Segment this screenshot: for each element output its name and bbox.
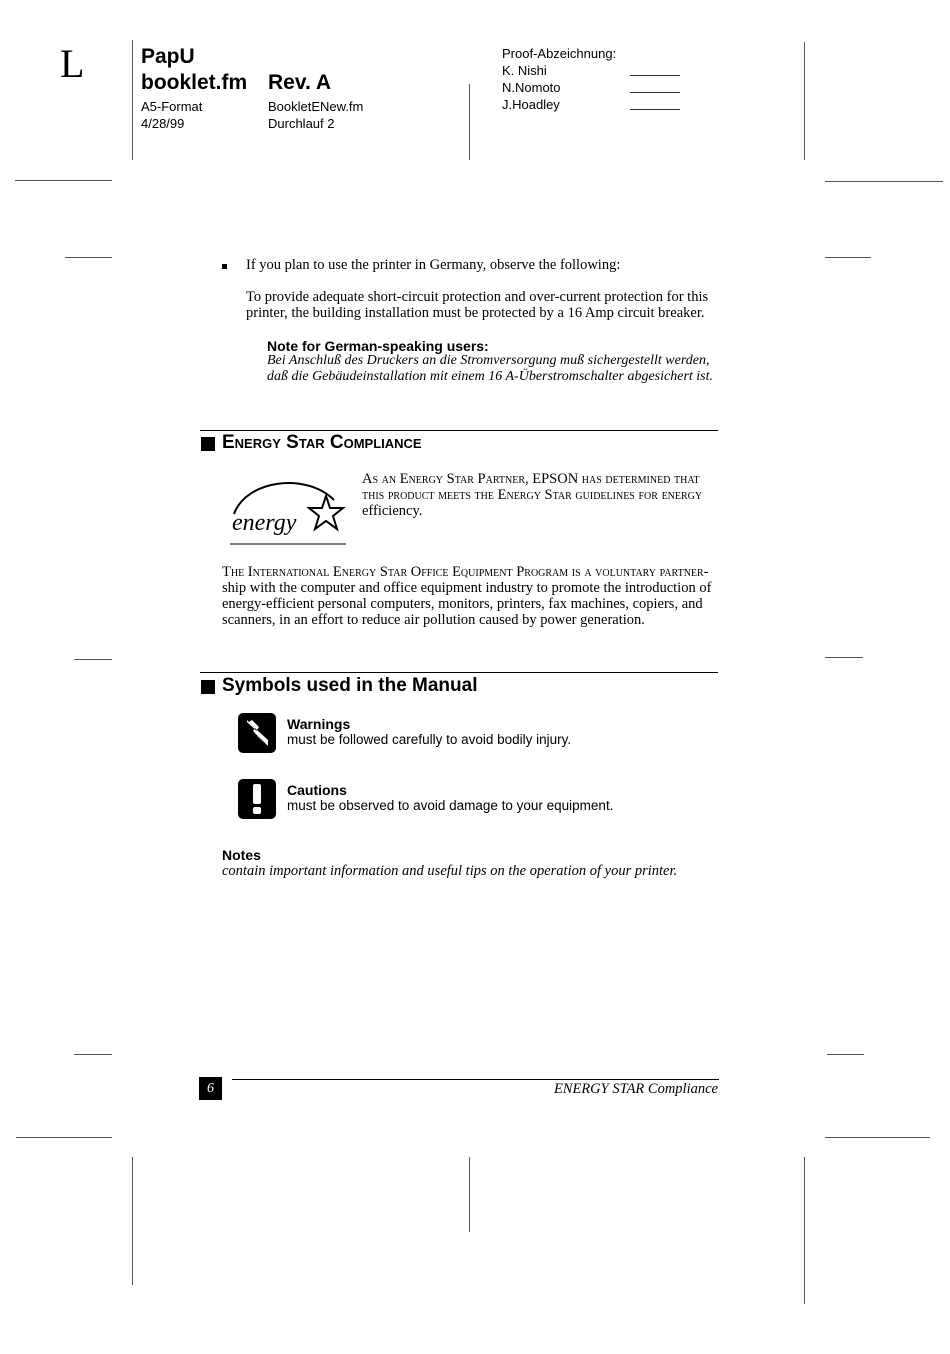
- crop-mark: [825, 657, 863, 658]
- crop-mark: [65, 257, 112, 258]
- header-revision: Rev. A: [268, 71, 332, 94]
- cautions-title: Cautions: [287, 782, 347, 798]
- crop-mark: [469, 84, 470, 160]
- proof-signature-line: [630, 92, 680, 93]
- german-note-line2: daß die Gebäudeinstallation mit einem 16 A-Überstromschalter abgesichert ist.: [267, 369, 714, 384]
- germany-paragraph-line1: To provide adequate short-circuit protection and over-current protection for this: [246, 289, 709, 305]
- crop-mark: [825, 257, 871, 258]
- footer-rule: [232, 1079, 719, 1080]
- section-marker-icon: [201, 437, 215, 451]
- cautions-desc: must be observed to avoid damage to your equipment.: [287, 798, 614, 813]
- crop-mark: [469, 1157, 470, 1232]
- crop-mark: [827, 1054, 864, 1055]
- section-divider: [200, 672, 718, 673]
- header-title-line2: booklet.fm: [141, 71, 248, 94]
- energy-program-line3: energy-efficient personal computers, monitors, printers, fax machines, copiers, and: [222, 596, 703, 612]
- footer-running-title: ENERGY STAR Compliance: [553, 1081, 718, 1097]
- proof-label: Proof-Abzeichnung:: [502, 46, 617, 61]
- header-file: BookletENew.fm: [268, 99, 364, 114]
- warning-icon: [238, 713, 276, 753]
- energy-section-title: Energy Star Compliance: [222, 432, 422, 453]
- symbols-section-title: Symbols used in the Manual: [222, 675, 478, 696]
- energy-partner-line1: As an Energy Star Partner, EPSON has determined that: [362, 471, 700, 487]
- germany-bullet-text: If you plan to use the printer in Germany, observe the following:: [246, 257, 621, 273]
- section-marker-icon: [201, 680, 215, 694]
- energy-partner-line2: this product meets the Energy Star guidelines for energy: [362, 487, 703, 503]
- crop-mark: [74, 1054, 112, 1055]
- page-number: 6: [199, 1077, 222, 1100]
- energy-logo-text: energy: [232, 510, 297, 536]
- crop-mark: [825, 1137, 930, 1138]
- german-note-line1: Bei Anschluß des Druckers an die Stromversorgung muß sichergestellt werden,: [267, 353, 710, 368]
- caution-icon: [238, 779, 276, 819]
- crop-mark: [825, 181, 943, 182]
- energy-star-logo: [226, 474, 350, 548]
- energy-program-line1: The International Energy Star Office Equipment Program is a voluntary partner-: [222, 564, 709, 580]
- header-run: Durchlauf 2: [268, 116, 335, 131]
- bullet-icon: [222, 264, 227, 269]
- energy-program-line2: ship with the computer and office equipment industry to promote the introduction of: [222, 580, 712, 596]
- warnings-desc: must be followed carefully to avoid bodily injury.: [287, 732, 572, 747]
- crop-mark: [16, 1137, 112, 1138]
- corner-mark: L: [60, 41, 85, 86]
- warnings-title: Warnings: [287, 716, 351, 732]
- germany-paragraph-line2: printer, the building installation must be protected by a 16 Amp circuit breaker.: [246, 305, 705, 321]
- crop-mark: [132, 40, 133, 160]
- section-divider: [200, 430, 718, 431]
- energy-program-line4: scanners, in an effort to reduce air pollution caused by power generation.: [222, 612, 645, 628]
- proof-signature-line: [630, 109, 680, 110]
- crop-mark: [804, 42, 805, 160]
- crop-mark: [15, 180, 112, 181]
- energy-partner-line3: efficiency.: [362, 503, 423, 519]
- notes-desc: contain important information and useful tips on the operation of your printer.: [222, 863, 678, 879]
- proofer-2: N.Nomoto: [502, 80, 561, 95]
- note-heading: Note for German-speaking users:: [267, 338, 489, 354]
- header-date: 4/28/99: [141, 116, 185, 131]
- header-title-line1: PapU: [141, 45, 195, 68]
- proofer-1: K. Nishi: [502, 63, 547, 78]
- header-format: A5-Format: [141, 99, 203, 114]
- proofer-3: J.Hoadley: [502, 97, 560, 112]
- notes-title: Notes: [222, 847, 261, 863]
- crop-mark: [132, 1157, 133, 1285]
- crop-mark: [74, 659, 112, 660]
- crop-mark: [804, 1157, 805, 1304]
- proof-signature-line: [630, 75, 680, 76]
